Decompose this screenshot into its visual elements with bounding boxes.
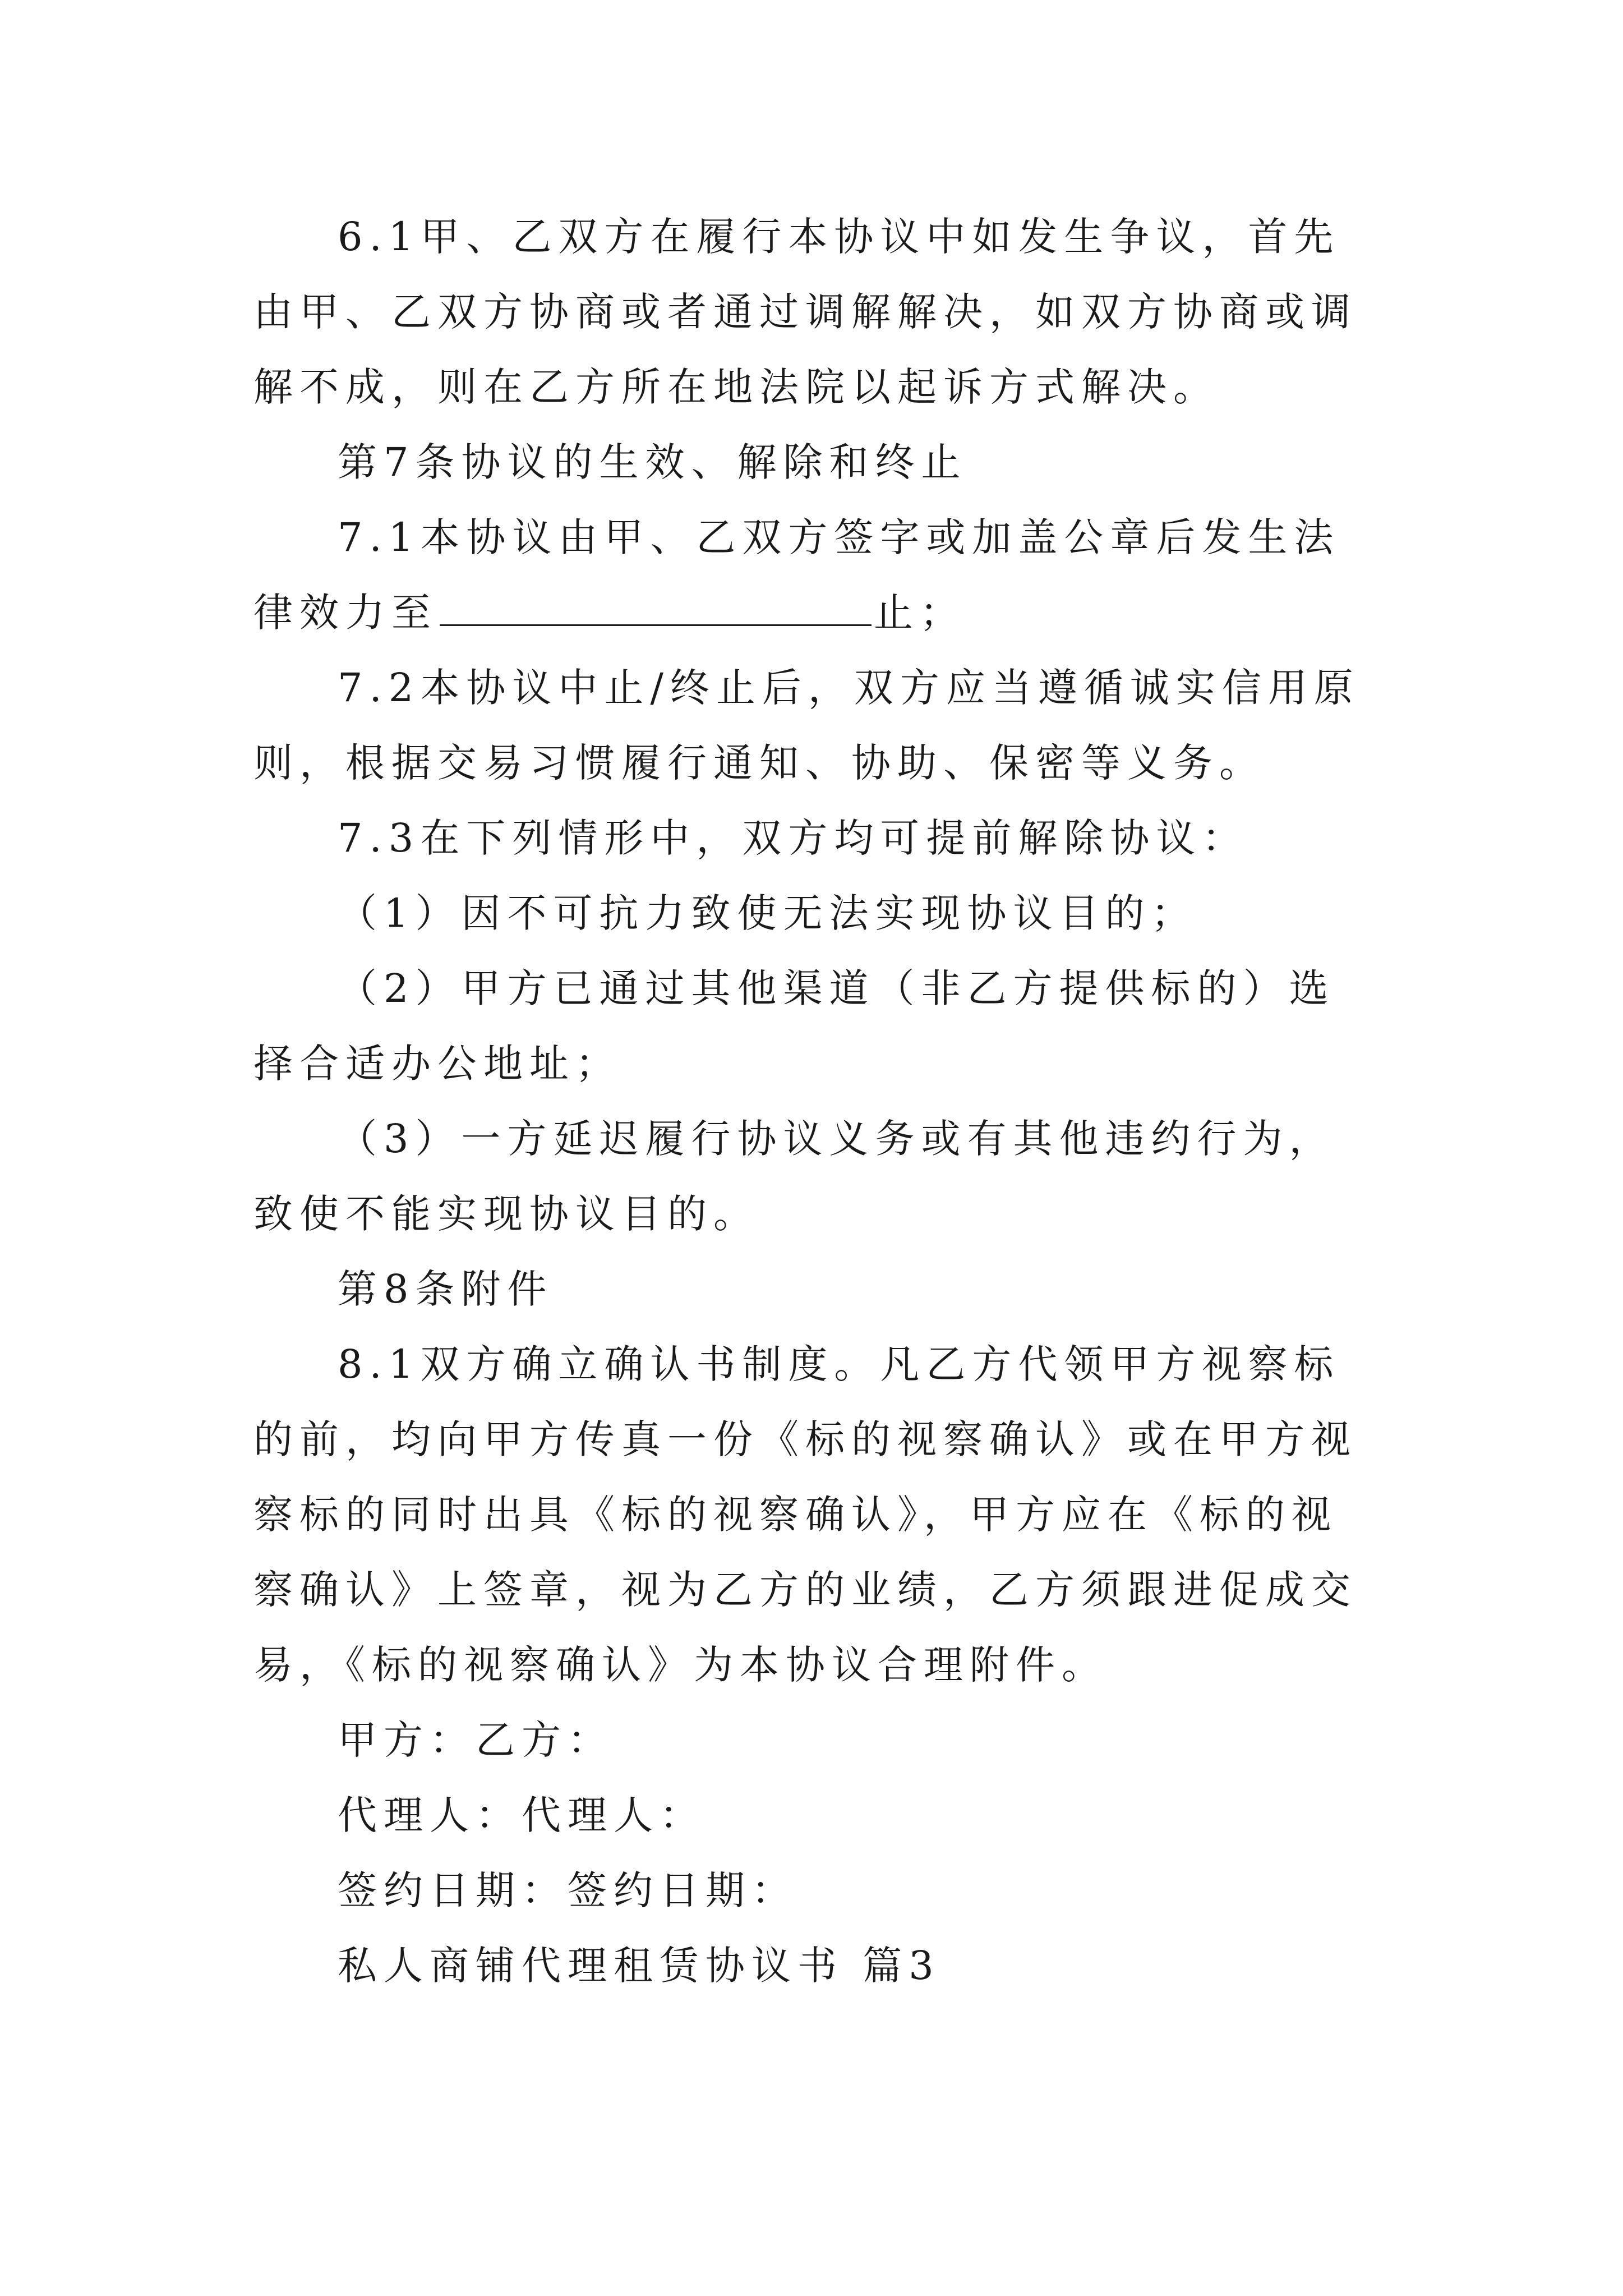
document-body bbox=[253, 199, 1375, 2003]
list-item-1: （1）因不可抗力致使无法实现协议目的； bbox=[338, 890, 1197, 936]
signature-dates: 签约日期：签约日期： bbox=[338, 1867, 797, 1913]
heading-article-8: 第8条附件 bbox=[338, 1266, 554, 1312]
paragraph-7-1 bbox=[253, 500, 1375, 650]
paragraph-6-1: 6.1甲、乙双方在履行本协议中如发生争议，首先由甲、乙双方协商或者通过调解解决，如双方协商或调解不成，则在乙方所在地法院以起诉方式解决。 bbox=[253, 214, 1357, 410]
paragraph-8-1: 8.1双方确立确认书制度。凡乙方代领甲方视察标的前，均向甲方传真一份《标的视察确认》或在甲方视察标的同时出具《标的视察确认》，甲方应在《标的视察确认》上签章，视为乙方的业绩，乙方须跟进促成交易，《标的视察确认》为本协议合理附件。 bbox=[253, 1341, 1357, 1688]
paragraph-7-2: 7.2本协议中止/终止后，双方应当遵循诚实信用原则，根据交易习惯履行通知、协助、保密等义务。 bbox=[253, 665, 1360, 786]
signature-agents: 代理人：代理人： bbox=[338, 1792, 706, 1838]
paragraph-7-1-end: 止； bbox=[874, 590, 966, 636]
next-document-title: 私人商铺代理租赁协议书 篇3 bbox=[338, 1943, 940, 1989]
list-item-2: （2）甲方已通过其他渠道（非乙方提供标的）选择合适办公地址； bbox=[253, 965, 1335, 1087]
paragraph-7-1-text: 7.1本协议由甲、乙双方签字或加盖公章后发生法律效力至 bbox=[253, 514, 1340, 636]
paragraph-7-3: 7.3在下列情形中，双方均可提前解除协议： bbox=[338, 815, 1248, 861]
fill-in-blank-line bbox=[440, 579, 872, 626]
list-item-3: （3）一方延迟履行协议义务或有其他违约行为，致使不能实现协议目的。 bbox=[253, 1116, 1335, 1237]
signature-parties: 甲方：乙方： bbox=[338, 1717, 614, 1763]
heading-article-7: 第7条协议的生效、解除和终止 bbox=[338, 439, 967, 485]
